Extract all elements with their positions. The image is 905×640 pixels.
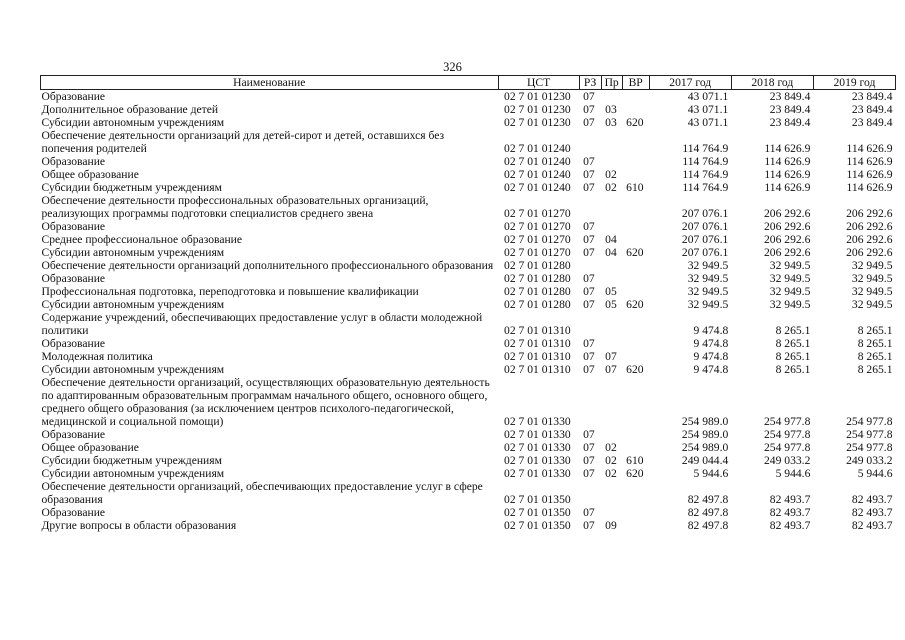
table-row [41, 311, 896, 337]
row-cst: 02 7 01 01330 [504, 428, 571, 441]
row-pr [601, 194, 622, 220]
row-pr: 09 [605, 519, 617, 532]
row-value-2018: 206 292.6 [764, 220, 811, 233]
row-vr [622, 155, 649, 168]
row-rz [579, 311, 601, 337]
row-vr: 620 [626, 298, 644, 311]
table-row [41, 350, 896, 363]
row-cst: 02 7 01 01310 [504, 324, 571, 337]
row-vr [622, 168, 649, 181]
row-value-2018: 23 849.4 [769, 90, 811, 103]
table-row [41, 103, 896, 116]
row-value-2019: 32 949.5 [851, 259, 893, 272]
table-row [41, 480, 896, 506]
row-value-2018: 114 626.9 [764, 181, 811, 194]
table-row [41, 259, 896, 272]
row-value-2019: 8 265.1 [857, 350, 893, 363]
row-name: Субсидии автономным учреждениям [41, 246, 225, 259]
table-row [41, 363, 896, 376]
table-row [41, 337, 896, 350]
row-name: Образование [41, 428, 106, 441]
row-pr [601, 311, 622, 337]
table-row [41, 181, 896, 194]
row-value-2017: 43 071.1 [687, 90, 729, 103]
row-value-2017: 114 764.9 [682, 181, 729, 194]
row-rz: 07 [583, 233, 595, 246]
header-2017: 2017 год [649, 76, 731, 90]
header-cst: ЦСТ [498, 76, 579, 90]
row-vr: 620 [626, 116, 644, 129]
header-2018: 2018 год [731, 76, 813, 90]
row-value-2019: 114 626.9 [846, 181, 893, 194]
table-row [41, 376, 896, 428]
row-value-2017: 254 989.0 [681, 415, 729, 428]
row-value-2019: 114 626.9 [846, 155, 893, 168]
row-value-2017: 5 944.6 [693, 467, 729, 480]
row-rz: 07 [583, 220, 595, 233]
row-pr [601, 90, 622, 104]
row-name: Субсидии автономным учреждениям [41, 467, 225, 480]
row-pr [601, 428, 622, 441]
table-row [41, 506, 896, 519]
row-name: Общее образование [41, 168, 139, 181]
row-value-2018: 114 626.9 [764, 168, 811, 181]
row-value-2017: 82 497.8 [687, 506, 729, 519]
row-name: Субсидии автономным учреждениям [41, 116, 225, 129]
row-value-2019: 249 033.2 [846, 454, 893, 467]
row-value-2019: 254 977.8 [846, 415, 893, 428]
row-value-2017: 249 044.4 [681, 454, 729, 467]
row-rz: 07 [583, 181, 595, 194]
table-row [41, 467, 896, 480]
row-pr: 02 [605, 454, 617, 467]
row-vr [622, 220, 649, 233]
row-cst: 02 7 01 01330 [504, 467, 571, 480]
row-rz [579, 194, 601, 220]
row-vr [622, 376, 649, 428]
row-value-2019: 32 949.5 [851, 272, 893, 285]
table-row [41, 90, 896, 104]
row-value-2018: 206 292.6 [764, 207, 811, 220]
row-pr: 05 [605, 298, 617, 311]
row-value-2017: 114 764.9 [682, 142, 729, 155]
table-row [41, 298, 896, 311]
row-vr [622, 519, 649, 532]
row-rz: 07 [583, 519, 595, 532]
row-value-2018: 206 292.6 [764, 246, 811, 259]
row-cst: 02 7 01 01230 [504, 90, 571, 103]
row-vr [622, 311, 649, 337]
row-value-2019: 82 493.7 [851, 519, 893, 532]
row-rz: 07 [583, 168, 595, 181]
row-vr [622, 337, 649, 350]
row-cst: 02 7 01 01240 [504, 155, 571, 168]
table-row [41, 233, 896, 246]
row-value-2017: 82 497.8 [687, 519, 729, 532]
table-row [41, 155, 896, 168]
row-name: Субсидии автономным учреждениям [41, 363, 225, 376]
row-name: Субсидии бюджетным учреждениям [41, 454, 222, 467]
row-pr [601, 220, 622, 233]
row-value-2017: 114 764.9 [682, 168, 729, 181]
row-rz: 07 [583, 506, 595, 519]
row-value-2017: 32 949.5 [687, 259, 729, 272]
row-rz [579, 259, 601, 272]
row-cst: 02 7 01 01280 [504, 272, 571, 285]
row-value-2019: 8 265.1 [857, 337, 893, 350]
header-pr: Пр [601, 76, 622, 90]
row-rz: 07 [583, 103, 595, 116]
row-name: Обеспечение деятельности организаций для детей-сирот и детей, оставшихся без попечения родителей [41, 129, 445, 155]
row-vr: 620 [626, 363, 644, 376]
row-cst: 02 7 01 01280 [504, 259, 571, 272]
row-value-2019: 82 493.7 [851, 506, 893, 519]
row-value-2019: 114 626.9 [846, 142, 893, 155]
row-pr [601, 337, 622, 350]
row-name: Субсидии бюджетным учреждениям [41, 181, 222, 194]
row-cst: 02 7 01 01270 [504, 207, 571, 220]
row-pr: 02 [605, 441, 617, 454]
table-row [41, 168, 896, 181]
row-vr [622, 233, 649, 246]
row-name: Обеспечение деятельности организаций, обеспечивающих предоставление услуг в сфере образования [41, 480, 483, 506]
header-name: Наименование [41, 76, 499, 90]
row-pr [601, 259, 622, 272]
row-value-2018: 206 292.6 [764, 233, 811, 246]
row-value-2019: 206 292.6 [846, 233, 893, 246]
table-row [41, 129, 896, 155]
row-cst: 02 7 01 01240 [504, 168, 571, 181]
budget-table [40, 75, 896, 532]
header-rz: РЗ [579, 76, 601, 90]
row-cst: 02 7 01 01350 [504, 493, 571, 506]
row-cst: 02 7 01 01240 [504, 142, 571, 155]
row-rz: 07 [583, 467, 595, 480]
row-pr: 04 [605, 233, 617, 246]
row-name: Обеспечение деятельности организаций, осуществляющих образовательную деятельность по адаптированным образовательным программам начального общего, основного общего, среднего общего образования (за исключением центров психолого-педагогической, медицинской и социальной помощи) [41, 376, 490, 428]
row-value-2019: 206 292.6 [846, 246, 893, 259]
row-name: Обеспечение деятельности организаций дополнительного профессионального образования [41, 259, 494, 272]
row-value-2018: 82 493.7 [769, 493, 811, 506]
row-pr: 03 [605, 103, 617, 116]
row-value-2019: 23 849.4 [851, 103, 893, 116]
row-rz: 07 [583, 116, 595, 129]
row-name: Образование [41, 220, 106, 233]
row-name: Образование [41, 337, 106, 350]
row-rz: 07 [583, 337, 595, 350]
row-value-2018: 32 949.5 [769, 285, 811, 298]
row-value-2017: 32 949.5 [687, 298, 729, 311]
row-pr: 02 [605, 467, 617, 480]
row-value-2018: 23 849.4 [769, 103, 811, 116]
row-value-2019: 8 265.1 [857, 324, 893, 337]
row-value-2017: 9 474.8 [693, 337, 729, 350]
row-vr [622, 129, 649, 155]
row-rz: 07 [583, 155, 595, 168]
row-vr [622, 506, 649, 519]
row-pr [601, 155, 622, 168]
row-rz [579, 376, 601, 428]
row-cst: 02 7 01 01270 [504, 220, 571, 233]
table-row [41, 441, 896, 454]
row-value-2018: 32 949.5 [769, 259, 811, 272]
table-row [41, 519, 896, 532]
table-header [41, 76, 896, 90]
row-vr: 610 [626, 181, 644, 194]
table-row [41, 454, 896, 467]
row-value-2017: 254 989.0 [681, 441, 729, 454]
row-vr [622, 194, 649, 220]
row-name: Молодежная политика [41, 350, 153, 363]
row-cst: 02 7 01 01280 [504, 298, 571, 311]
header-vr: ВР [622, 76, 649, 90]
row-value-2017: 32 949.5 [687, 285, 729, 298]
row-value-2019: 8 265.1 [857, 363, 893, 376]
row-name: Дополнительное образование детей [41, 103, 219, 116]
row-cst: 02 7 01 01280 [504, 285, 571, 298]
row-value-2018: 82 493.7 [769, 506, 811, 519]
row-pr: 05 [605, 285, 617, 298]
row-vr [622, 272, 649, 285]
row-value-2018: 114 626.9 [764, 155, 811, 168]
row-value-2018: 32 949.5 [769, 298, 811, 311]
row-value-2017: 82 497.8 [687, 493, 729, 506]
table-row [41, 116, 896, 129]
row-cst: 02 7 01 01310 [504, 350, 571, 363]
row-value-2018: 254 977.8 [764, 415, 811, 428]
row-cst: 02 7 01 01230 [504, 103, 571, 116]
table-row [41, 428, 896, 441]
row-cst: 02 7 01 01230 [504, 116, 571, 129]
row-value-2019: 23 849.4 [851, 90, 893, 103]
row-value-2019: 5 944.6 [857, 467, 893, 480]
row-name: Субсидии автономным учреждениям [41, 298, 225, 311]
table-row [41, 220, 896, 233]
row-name: Образование [41, 506, 106, 519]
row-value-2018: 8 265.1 [775, 350, 811, 363]
row-value-2018: 8 265.1 [775, 337, 811, 350]
row-value-2017: 207 076.1 [681, 220, 729, 233]
row-name: Образование [41, 90, 106, 103]
row-value-2017: 9 474.8 [693, 324, 729, 337]
row-name: Образование [41, 155, 106, 168]
row-value-2018: 8 265.1 [775, 363, 811, 376]
row-value-2017: 207 076.1 [681, 207, 729, 220]
row-value-2017: 43 071.1 [687, 103, 729, 116]
table-row [41, 194, 896, 220]
row-rz [579, 129, 601, 155]
row-value-2017: 114 764.9 [682, 155, 729, 168]
row-pr [601, 376, 622, 428]
row-value-2017: 9 474.8 [693, 350, 729, 363]
row-vr [622, 350, 649, 363]
row-value-2018: 254 977.8 [764, 441, 811, 454]
row-cst: 02 7 01 01350 [504, 519, 571, 532]
row-value-2019: 206 292.6 [846, 220, 893, 233]
row-value-2017: 207 076.1 [681, 233, 729, 246]
row-vr [622, 285, 649, 298]
row-vr [622, 428, 649, 441]
row-cst: 02 7 01 01350 [504, 506, 571, 519]
row-pr: 03 [605, 116, 617, 129]
row-vr [622, 103, 649, 116]
table-row [41, 285, 896, 298]
row-value-2018: 249 033.2 [764, 454, 811, 467]
row-vr: 610 [626, 454, 644, 467]
row-rz: 07 [583, 428, 595, 441]
row-rz: 07 [583, 246, 595, 259]
row-cst: 02 7 01 01310 [504, 363, 571, 376]
row-pr [601, 272, 622, 285]
row-name: Обеспечение деятельности профессиональных образовательных организаций, реализующих программы подготовки специалистов среднего звена [41, 194, 429, 220]
row-rz: 07 [583, 441, 595, 454]
row-rz: 07 [583, 363, 595, 376]
table-row [41, 246, 896, 259]
row-name: Среднее профессиональное образование [41, 233, 243, 246]
row-cst: 02 7 01 01330 [504, 454, 571, 467]
row-value-2017: 9 474.8 [693, 363, 729, 376]
row-name: Профессиональная подготовка, переподготовка и повышение квалификации [41, 285, 419, 298]
row-value-2019: 254 977.8 [846, 428, 893, 441]
row-cst: 02 7 01 01270 [504, 246, 571, 259]
row-cst: 02 7 01 01330 [504, 415, 571, 428]
row-vr: 620 [626, 467, 644, 480]
row-value-2017: 207 076.1 [681, 246, 729, 259]
row-value-2019: 23 849.4 [851, 116, 893, 129]
row-value-2017: 43 071.1 [687, 116, 729, 129]
row-value-2019: 82 493.7 [851, 493, 893, 506]
row-value-2018: 8 265.1 [775, 324, 811, 337]
row-pr [601, 480, 622, 506]
row-pr: 02 [605, 181, 617, 194]
row-value-2017: 32 949.5 [687, 272, 729, 285]
row-pr: 07 [605, 350, 617, 363]
row-pr [601, 506, 622, 519]
row-cst: 02 7 01 01270 [504, 233, 571, 246]
row-value-2017: 254 989.0 [681, 428, 729, 441]
page-number: 326 [443, 60, 462, 74]
row-value-2018: 254 977.8 [764, 428, 811, 441]
row-rz: 07 [583, 272, 595, 285]
row-value-2019: 114 626.9 [846, 168, 893, 181]
row-name: Другие вопросы в области образования [41, 519, 237, 532]
row-value-2018: 32 949.5 [769, 272, 811, 285]
row-rz: 07 [583, 350, 595, 363]
row-cst: 02 7 01 01310 [504, 337, 571, 350]
row-name: Содержание учреждений, обеспечивающих предоставление услуг в области молодежной политики [41, 311, 483, 337]
table-body [41, 90, 896, 533]
row-value-2018: 23 849.4 [769, 116, 811, 129]
row-value-2019: 32 949.5 [851, 285, 893, 298]
row-pr [601, 129, 622, 155]
row-value-2018: 114 626.9 [764, 142, 811, 155]
row-cst: 02 7 01 01330 [504, 441, 571, 454]
table-row [41, 272, 896, 285]
row-rz: 07 [583, 454, 595, 467]
row-rz: 07 [583, 298, 595, 311]
row-vr [622, 90, 649, 104]
row-value-2019: 254 977.8 [846, 441, 893, 454]
header-2019: 2019 год [813, 76, 895, 90]
row-value-2018: 82 493.7 [769, 519, 811, 532]
row-name: Образование [41, 272, 106, 285]
row-vr [622, 259, 649, 272]
row-cst: 02 7 01 01240 [504, 181, 571, 194]
row-vr [622, 441, 649, 454]
row-pr: 07 [605, 363, 617, 376]
row-pr: 02 [605, 168, 617, 181]
row-vr [622, 480, 649, 506]
row-name: Общее образование [41, 441, 139, 454]
row-value-2019: 206 292.6 [846, 207, 893, 220]
row-rz: 07 [583, 285, 595, 298]
row-value-2018: 5 944.6 [775, 467, 811, 480]
row-rz [579, 480, 601, 506]
row-vr: 620 [626, 246, 644, 259]
row-pr: 04 [605, 246, 617, 259]
row-value-2019: 32 949.5 [851, 298, 893, 311]
row-rz: 07 [583, 90, 595, 103]
